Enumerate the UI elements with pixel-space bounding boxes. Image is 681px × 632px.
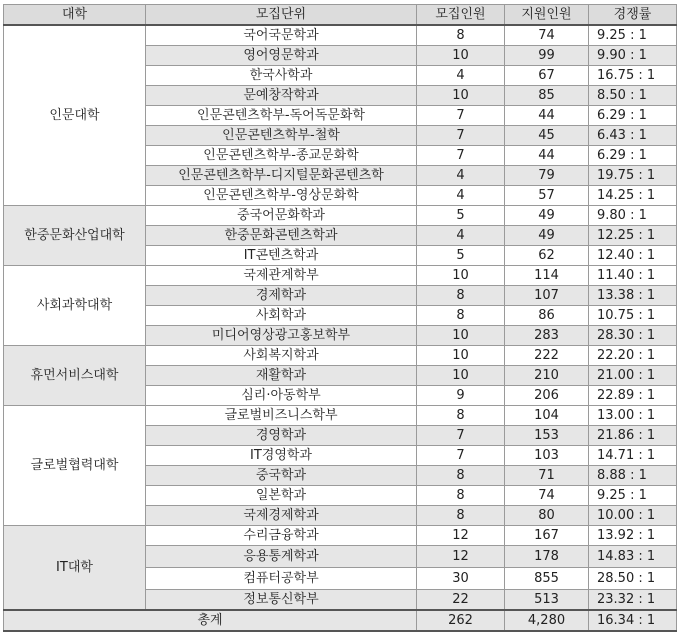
department-name: 사회복지학과 (146, 346, 417, 366)
quota-cell: 8 (417, 486, 505, 506)
applicants-cell: 79 (505, 166, 589, 186)
applicants-cell: 80 (505, 506, 589, 526)
header-college: 대학 (4, 5, 146, 26)
college-name: 사회과학대학 (4, 266, 146, 346)
table-row (4, 526, 677, 546)
ratio-cell: 23.32 : 1 (589, 590, 677, 611)
ratio-cell: 12.25 : 1 (589, 226, 677, 246)
quota-cell: 7 (417, 446, 505, 466)
applicants-cell: 103 (505, 446, 589, 466)
ratio-cell: 16.75 : 1 (589, 66, 677, 86)
department-name: 재활학과 (146, 366, 417, 386)
applicants-cell: 57 (505, 186, 589, 206)
applicants-cell: 44 (505, 106, 589, 126)
quota-cell: 8 (417, 286, 505, 306)
department-name: 인문콘텐츠학부-철학 (146, 126, 417, 146)
ratio-cell: 6.43 : 1 (589, 126, 677, 146)
applicants-cell: 71 (505, 466, 589, 486)
quota-cell: 8 (417, 306, 505, 326)
department-name: 수리금융학과 (146, 526, 417, 546)
ratio-cell: 28.50 : 1 (589, 568, 677, 590)
applicants-cell: 99 (505, 46, 589, 66)
ratio-cell: 9.90 : 1 (589, 46, 677, 66)
college-name: IT대학 (4, 526, 146, 611)
applicants-cell: 206 (505, 386, 589, 406)
department-name: 사회학과 (146, 306, 417, 326)
applicants-cell: 167 (505, 526, 589, 546)
ratio-cell: 22.20 : 1 (589, 346, 677, 366)
ratio-cell: 6.29 : 1 (589, 106, 677, 126)
quota-cell: 8 (417, 506, 505, 526)
quota-cell: 12 (417, 526, 505, 546)
department-name: 인문콘텐츠학부-독어독문화학 (146, 106, 417, 126)
department-name: 경영학과 (146, 426, 417, 446)
header-department: 모집단위 (146, 5, 417, 26)
department-name: 일본학과 (146, 486, 417, 506)
total-label: 총계 (4, 610, 417, 631)
quota-cell: 7 (417, 126, 505, 146)
ratio-cell: 12.40 : 1 (589, 246, 677, 266)
college-name: 글로벌협력대학 (4, 406, 146, 526)
quota-cell: 8 (417, 466, 505, 486)
quota-cell: 7 (417, 426, 505, 446)
quota-cell: 8 (417, 406, 505, 426)
applicants-cell: 178 (505, 546, 589, 568)
quota-cell: 7 (417, 146, 505, 166)
total-ratio: 16.34 : 1 (589, 610, 677, 631)
quota-cell: 5 (417, 246, 505, 266)
applicants-cell: 85 (505, 86, 589, 106)
college-name: 한중문화산업대학 (4, 206, 146, 266)
ratio-cell: 9.80 : 1 (589, 206, 677, 226)
quota-cell: 8 (417, 25, 505, 46)
applicants-cell: 49 (505, 206, 589, 226)
total-row (4, 610, 677, 631)
applicants-cell: 513 (505, 590, 589, 611)
college-name: 휴먼서비스대학 (4, 346, 146, 406)
department-name: 영어영문학과 (146, 46, 417, 66)
quota-cell: 4 (417, 66, 505, 86)
quota-cell: 10 (417, 86, 505, 106)
ratio-cell: 10.75 : 1 (589, 306, 677, 326)
ratio-cell: 21.00 : 1 (589, 366, 677, 386)
department-name: 중국어문화학과 (146, 206, 417, 226)
department-name: 한중문화콘텐츠학과 (146, 226, 417, 246)
department-name: 중국학과 (146, 466, 417, 486)
ratio-cell: 28.30 : 1 (589, 326, 677, 346)
department-name: 글로벌비즈니스학부 (146, 406, 417, 426)
quota-cell: 4 (417, 226, 505, 246)
quota-cell: 9 (417, 386, 505, 406)
department-name: 문예창작학과 (146, 86, 417, 106)
department-name: 컴퓨터공학부 (146, 568, 417, 590)
header-applicants: 지원인원 (505, 5, 589, 26)
header-quota: 모집인원 (417, 5, 505, 26)
department-name: 경제학과 (146, 286, 417, 306)
quota-cell: 4 (417, 166, 505, 186)
ratio-cell: 13.00 : 1 (589, 406, 677, 426)
ratio-cell: 19.75 : 1 (589, 166, 677, 186)
applicants-cell: 107 (505, 286, 589, 306)
applicants-cell: 62 (505, 246, 589, 266)
department-name: 한국사학과 (146, 66, 417, 86)
ratio-cell: 8.50 : 1 (589, 86, 677, 106)
applicants-cell: 74 (505, 25, 589, 46)
applicants-cell: 855 (505, 568, 589, 590)
quota-cell: 12 (417, 546, 505, 568)
ratio-cell: 9.25 : 1 (589, 486, 677, 506)
quota-cell: 7 (417, 106, 505, 126)
table-row (4, 206, 677, 226)
table-row (4, 25, 677, 46)
ratio-cell: 21.86 : 1 (589, 426, 677, 446)
table-row (4, 266, 677, 286)
quota-cell: 10 (417, 266, 505, 286)
table-row (4, 346, 677, 366)
ratio-cell: 13.92 : 1 (589, 526, 677, 546)
quota-cell: 5 (417, 206, 505, 226)
ratio-cell: 14.25 : 1 (589, 186, 677, 206)
department-name: 국제경제학과 (146, 506, 417, 526)
applicants-cell: 67 (505, 66, 589, 86)
department-name: 인문콘텐츠학부-디지털문화콘텐츠학 (146, 166, 417, 186)
department-name: 정보통신학부 (146, 590, 417, 611)
ratio-cell: 14.83 : 1 (589, 546, 677, 568)
applicants-cell: 114 (505, 266, 589, 286)
applicants-cell: 49 (505, 226, 589, 246)
applicants-cell: 153 (505, 426, 589, 446)
applicants-cell: 283 (505, 326, 589, 346)
total-quota: 262 (417, 610, 505, 631)
applicants-cell: 86 (505, 306, 589, 326)
quota-cell: 4 (417, 186, 505, 206)
ratio-cell: 22.89 : 1 (589, 386, 677, 406)
quota-cell: 10 (417, 46, 505, 66)
applicants-cell: 45 (505, 126, 589, 146)
quota-cell: 22 (417, 590, 505, 611)
department-name: 미디어영상광고홍보학부 (146, 326, 417, 346)
quota-cell: 10 (417, 346, 505, 366)
applicants-cell: 44 (505, 146, 589, 166)
quota-cell: 30 (417, 568, 505, 590)
department-name: IT경영학과 (146, 446, 417, 466)
ratio-cell: 8.88 : 1 (589, 466, 677, 486)
admission-competition-table (3, 4, 677, 632)
department-name: 응용통계학과 (146, 546, 417, 568)
department-name: 국어국문학과 (146, 25, 417, 46)
header-ratio: 경쟁률 (589, 5, 677, 26)
applicants-cell: 222 (505, 346, 589, 366)
ratio-cell: 10.00 : 1 (589, 506, 677, 526)
total-applicants: 4,280 (505, 610, 589, 631)
applicants-cell: 74 (505, 486, 589, 506)
department-name: 인문콘텐츠학부-영상문화학 (146, 186, 417, 206)
ratio-cell: 14.71 : 1 (589, 446, 677, 466)
department-name: IT콘텐츠학과 (146, 246, 417, 266)
quota-cell: 10 (417, 326, 505, 346)
ratio-cell: 9.25 : 1 (589, 25, 677, 46)
quota-cell: 10 (417, 366, 505, 386)
applicants-cell: 104 (505, 406, 589, 426)
applicants-cell: 210 (505, 366, 589, 386)
ratio-cell: 13.38 : 1 (589, 286, 677, 306)
table-row (4, 406, 677, 426)
department-name: 국제관계학부 (146, 266, 417, 286)
department-name: 심리·아동학부 (146, 386, 417, 406)
header-row (4, 5, 677, 26)
department-name: 인문콘텐츠학부-종교문화학 (146, 146, 417, 166)
ratio-cell: 11.40 : 1 (589, 266, 677, 286)
ratio-cell: 6.29 : 1 (589, 146, 677, 166)
college-name: 인문대학 (4, 25, 146, 206)
